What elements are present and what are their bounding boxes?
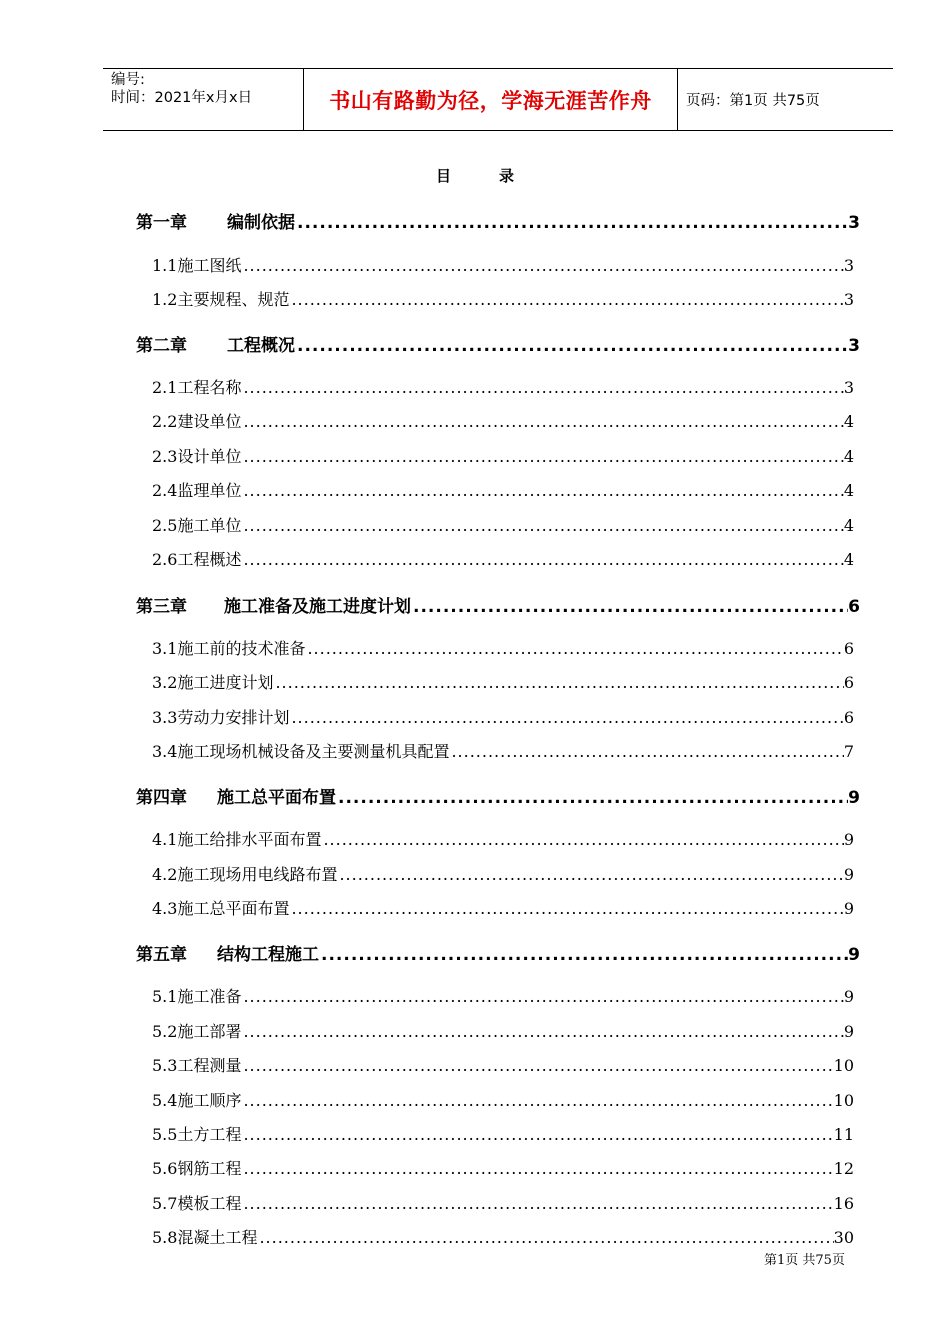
toc-page-number: 4 [843, 550, 854, 569]
toc-page-number: 10 [833, 1056, 854, 1075]
toc-entry-title: 3.4施工现场机械设备及主要测量机具配置 [152, 742, 450, 761]
toc-leader-dots [295, 213, 848, 233]
toc-section-entry[interactable] [152, 253, 854, 276]
toc-title-char-1: 目 [435, 167, 451, 185]
toc-entry-title: 2.4监理单位 [152, 481, 242, 500]
toc-page-number: 3 [843, 290, 854, 309]
toc-leader-dots [319, 945, 848, 965]
toc-chapter-entry[interactable] [136, 331, 860, 356]
toc-chapter-entry[interactable] [136, 208, 860, 233]
toc-entry-title: 4.3施工总平面布置 [152, 899, 290, 918]
toc-leader-dots [241, 987, 843, 1006]
toc-entry-title: 2.2建设单位 [152, 412, 242, 431]
toc-entry-title: 2.5施工单位 [152, 516, 242, 535]
toc-leader-dots [321, 830, 843, 849]
toc-page-number: 4 [843, 412, 854, 431]
toc-page-number: 3 [848, 213, 860, 233]
toc-section-entry[interactable] [152, 1088, 854, 1111]
toc-leader-dots [273, 673, 843, 692]
toc-entry-title: 3.1施工前的技术准备 [152, 639, 306, 658]
toc-page-number: 4 [843, 447, 854, 466]
toc-section-entry[interactable] [152, 827, 854, 850]
toc-leader-dots [449, 742, 843, 761]
document-date-label: 时间：2021年x月x日 [111, 90, 253, 106]
toc-entry-title: 5.1施工准备 [152, 987, 242, 1006]
toc-page-number: 9 [848, 788, 860, 808]
toc-chapter-number: 第三章 [136, 597, 187, 617]
toc-leader-dots [289, 899, 843, 918]
toc-page-number: 12 [833, 1159, 854, 1178]
toc-leader-dots [241, 481, 843, 500]
toc-leader-dots [295, 336, 848, 356]
toc-leader-dots [241, 1056, 833, 1075]
toc-section-entry[interactable] [152, 636, 854, 659]
toc-section-entry[interactable] [152, 1019, 854, 1042]
toc-entry-title: 5.6钢筋工程 [152, 1159, 242, 1178]
toc-section-entry[interactable] [152, 1191, 854, 1214]
toc-section-entry[interactable] [152, 1122, 854, 1145]
toc-chapter-number: 第二章 [136, 336, 187, 356]
toc-entry-title: 2.3设计单位 [152, 447, 242, 466]
toc-leader-dots [241, 412, 843, 431]
toc-entry-title: 4.2施工现场用电线路布置 [152, 865, 338, 884]
toc-page-number: 4 [843, 481, 854, 500]
toc-page-number: 7 [843, 742, 854, 761]
toc-title-char-2: 录 [499, 167, 515, 185]
toc-page-number: 16 [833, 1194, 854, 1213]
toc-entry-title: 工程概况 [227, 336, 295, 356]
toc-section-entry[interactable] [152, 1156, 854, 1179]
toc-leader-dots [241, 1194, 833, 1213]
toc-entry-title: 2.1工程名称 [152, 378, 242, 397]
toc-page-number: 9 [843, 865, 854, 884]
toc-entry-title: 施工总平面布置 [217, 788, 336, 808]
toc-chapter-number: 第一章 [136, 213, 187, 233]
toc-section-entry[interactable] [152, 478, 854, 501]
toc-leader-dots [289, 708, 843, 727]
toc-entry-title: 5.3工程测量 [152, 1056, 242, 1075]
toc-entry-title: 5.7模板工程 [152, 1194, 242, 1213]
toc-page-number: 3 [843, 256, 854, 275]
toc-section-entry[interactable] [152, 984, 854, 1007]
header-page-cell [678, 69, 893, 130]
toc-leader-dots [257, 1228, 833, 1247]
toc-section-entry[interactable] [152, 444, 854, 467]
toc-section-entry[interactable] [152, 705, 854, 728]
toc-entry-title: 4.1施工给排水平面布置 [152, 830, 322, 849]
toc-leader-dots [241, 1022, 843, 1041]
toc-entry-title: 编制依据 [227, 213, 295, 233]
toc-section-entry[interactable] [152, 287, 854, 310]
toc-entry-title: 5.8混凝土工程 [152, 1228, 258, 1247]
toc-title [0, 165, 950, 186]
toc-leader-dots [336, 788, 848, 808]
page-header [103, 68, 893, 131]
toc-section-entry[interactable] [152, 862, 854, 885]
toc-leader-dots [241, 516, 843, 535]
toc-page-number: 9 [843, 987, 854, 1006]
header-page-info: 页码：第1页 共75页 [686, 93, 820, 109]
toc-chapter-number: 第四章 [136, 788, 187, 808]
toc-section-entry[interactable] [152, 1053, 854, 1076]
toc-leader-dots [241, 1091, 833, 1110]
toc-leader-dots [241, 447, 843, 466]
document-code-label: 编号: [111, 72, 145, 88]
toc-leader-dots [241, 378, 843, 397]
toc-chapter-entry[interactable] [136, 783, 860, 808]
toc-page-number: 6 [843, 708, 854, 727]
toc-chapter-entry[interactable] [136, 592, 860, 617]
page-footer: 第1页 共75页 [764, 1253, 845, 1268]
toc-section-entry[interactable] [152, 547, 854, 570]
toc-leader-dots [241, 256, 843, 275]
toc-leader-dots [241, 1159, 833, 1178]
toc-section-entry[interactable] [152, 513, 854, 536]
toc-entry-title: 1.2主要规程、规范 [152, 290, 290, 309]
toc-section-entry[interactable] [152, 896, 854, 919]
toc-entry-title: 5.4施工顺序 [152, 1091, 242, 1110]
toc-page-number: 6 [843, 673, 854, 692]
toc-page-number: 4 [843, 516, 854, 535]
toc-leader-dots [289, 290, 843, 309]
toc-leader-dots [411, 597, 848, 617]
toc-page-number: 6 [843, 639, 854, 658]
toc-leader-dots [337, 865, 843, 884]
toc-page-number: 9 [843, 899, 854, 918]
toc-section-entry[interactable] [152, 409, 854, 432]
header-meta-cell [103, 69, 304, 130]
toc-entry-title: 3.2施工进度计划 [152, 673, 274, 692]
toc-entry-title: 5.2施工部署 [152, 1022, 242, 1041]
toc-page-number: 10 [833, 1091, 854, 1110]
toc-entry-title: 2.6工程概述 [152, 550, 242, 569]
toc-page-number: 11 [833, 1125, 854, 1144]
toc-page-number: 9 [843, 830, 854, 849]
toc-entry-title: 结构工程施工 [217, 945, 319, 965]
toc-page-number: 3 [843, 378, 854, 397]
toc-section-entry[interactable] [152, 670, 854, 693]
toc-leader-dots [305, 639, 843, 658]
toc-leader-dots [241, 1125, 833, 1144]
toc-chapter-entry[interactable] [136, 940, 860, 965]
toc-entry-title: 3.3劳动力安排计划 [152, 708, 290, 727]
toc-chapter-number: 第五章 [136, 945, 187, 965]
toc-page-number: 6 [848, 597, 860, 617]
header-motto: 书山有路勤为径，学海无涯苦作舟 [329, 88, 652, 113]
toc-entry-title: 施工准备及施工进度计划 [224, 597, 411, 617]
header-motto-cell [304, 69, 678, 130]
toc-leader-dots [241, 550, 843, 569]
toc-page-number: 9 [848, 945, 860, 965]
toc-entry-title: 1.1施工图纸 [152, 256, 242, 275]
toc-page-number: 30 [833, 1228, 854, 1247]
toc-page-number: 3 [848, 336, 860, 356]
toc-entry-title: 5.5土方工程 [152, 1125, 242, 1144]
toc-page-number: 9 [843, 1022, 854, 1041]
toc-section-entry[interactable] [152, 375, 854, 398]
toc-section-entry[interactable] [152, 1225, 854, 1248]
toc-section-entry[interactable] [152, 739, 854, 762]
